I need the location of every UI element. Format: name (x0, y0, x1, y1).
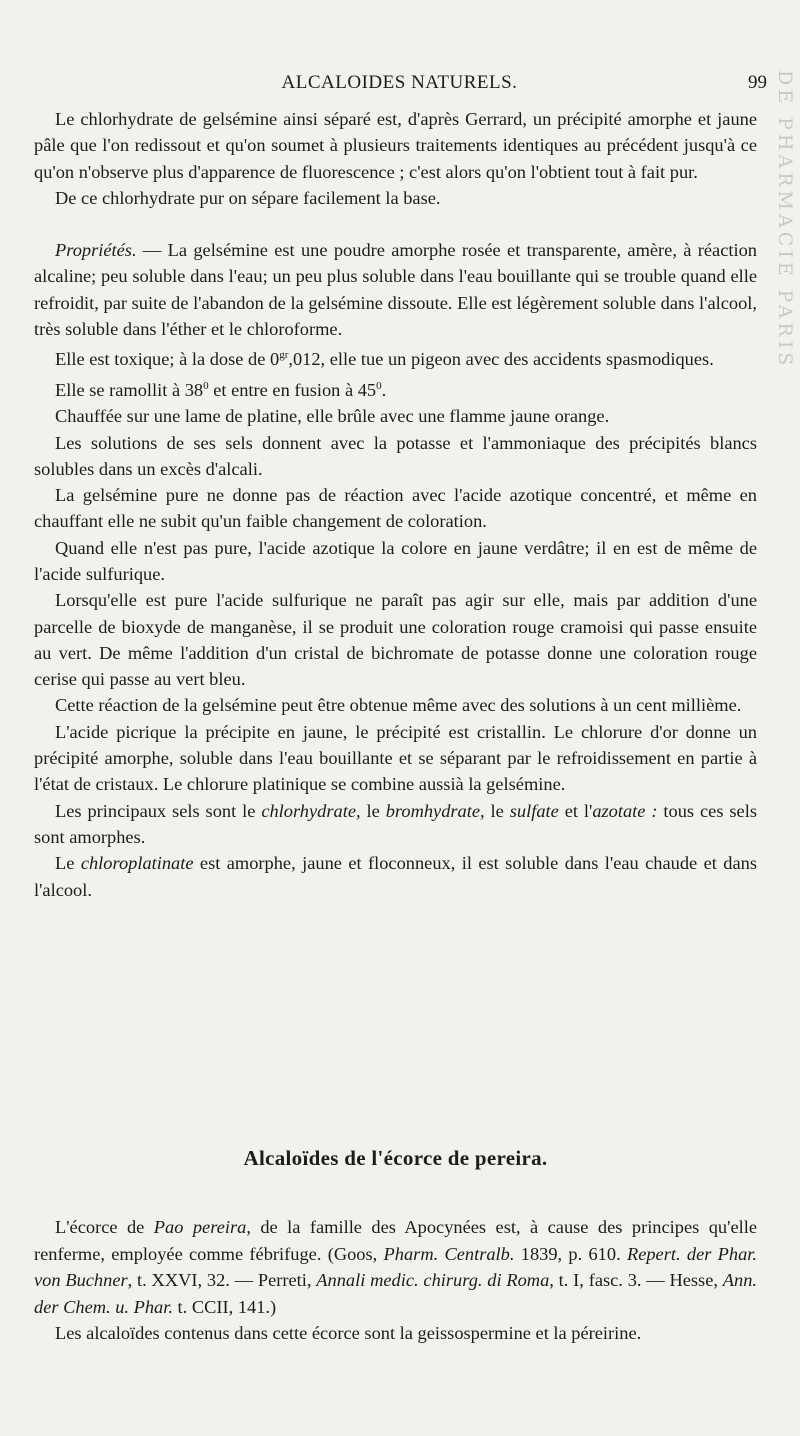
paragraph-text: , de la famille des Apocynées est, à cause des principes qu'elle renferme, employée comme fébrifuge. (Goos, (34, 1217, 757, 1264)
page-header (32, 70, 767, 100)
citation-title: Pharm. Centralb. (383, 1243, 515, 1264)
page-number: 99 (748, 72, 767, 93)
paragraph: Les solutions de ses sels donnent avec la potasse et l'ammoniaque des précipités blancs solubles dans un excès d'alcali. (34, 432, 757, 479)
running-head: ALCALOIDES NATURELS. (281, 72, 518, 93)
paragraph: Les alcaloïdes contenus dans cette écorce sont la geissospermine et la péreirine. (55, 1323, 642, 1344)
paragraph (34, 798, 757, 851)
paragraph (34, 373, 757, 403)
paragraph-text: tous ces sels sont amorphes. (34, 800, 757, 847)
citation-title: Repert. der Phar. von Buchner (34, 1243, 758, 1291)
plant-name: Pao pereira (153, 1217, 247, 1237)
paragraph-text: L'écorce de (55, 1217, 154, 1237)
salt-name: bromhydrate (385, 800, 481, 821)
salt-name: azotate : (592, 800, 658, 821)
paragraph-text: , le (355, 800, 386, 821)
paragraph-text: 1839, p. 610. (514, 1243, 627, 1264)
paragraph-text: ,012, elle tue un pigeon avec des accidents spasmodiques. (288, 349, 714, 370)
paragraph: Chauffée sur une lame de platine, elle brûle avec une flamme jaune orange. (55, 406, 610, 427)
main-text (34, 106, 757, 903)
salt-name: chloroplatinate (80, 853, 194, 874)
citation-title: Annali medic. chirurg. di Roma (316, 1270, 550, 1291)
paragraph (34, 1214, 757, 1320)
paragraph-text: , t. I, fasc. 3. — Hesse, (549, 1270, 723, 1291)
salt-name: chlorhydrate (261, 800, 356, 821)
degree-superscript: 0 (203, 379, 209, 392)
paragraph: Lorsqu'elle est pure l'acide sulfurique ne paraît pas agir sur elle, mais par addition d'une parcelle de bioxyde de manganèse, il se produit une coloration rouge cramoisi qui passe ensuite au vert. De même l'addition d'un cristal de bichromate de potasse donne une coloration rouge cerise qui passe au vert bleu. (34, 590, 757, 690)
paragraph: L'acide picrique la précipite en jaune, le précipité est cristallin. Le chlorure d'or donne un précipité amorphe, soluble dans l'eau bouillante et se séparant par le refroidissement en partie à l'état de cristaux. Le chlorure platinique se combine aussià la gelsémine. (34, 721, 757, 795)
paragraph: La gelsémine pure ne donne pas de réaction avec l'acide azotique concentré, et même en chauffant elle ne subit qu'un faible changement de coloration. (34, 485, 757, 532)
paragraph-text: Les principaux sels sont le (55, 800, 256, 821)
paragraph-text: Le (55, 853, 75, 874)
run-in-heading: Propriétés. (55, 240, 137, 261)
unit-superscript: gr (279, 349, 289, 362)
paragraph-text: . (381, 379, 387, 400)
paragraph-text: , t. XXVI, 32. — Perreti, (127, 1270, 317, 1291)
paragraph (34, 850, 757, 903)
paragraph-gap (34, 211, 757, 237)
library-stamp: DE PHARMACIE PARIS (774, 70, 796, 370)
citation-title: Ann. der Chem. u. Phar. (34, 1270, 757, 1317)
paragraph-text: — La gelsémine est une poudre amorphe rosée et transparente, amère, à réaction alcaline; peu soluble dans l'eau; un peu plus soluble dans l'eau bouillante qui se trouble quand elle refroidit, par suite de l'abandon de la gelsémine dissoute. Elle est légèrement soluble dans l'alcool, très soluble dans l'éther et le chloroforme. (34, 240, 757, 340)
paragraph (34, 342, 757, 372)
salt-name: sulfate (509, 800, 559, 821)
paragraph-text: et l' (558, 800, 593, 821)
paragraph: De ce chlorhydrate pur on sépare facilement la base. (55, 187, 441, 208)
paragraph-text: Elle est toxique; à la dose de 0 (55, 349, 280, 370)
section-heading: Alcaloïdes de l'écorce de pereira. (243, 1146, 548, 1170)
paragraph-text: est amorphe, jaune et floconneux, il est soluble dans l'eau chaude et dans l'alcool. (34, 853, 757, 900)
paragraph: Le chlorhydrate de gelsémine ainsi séparé est, d'après Gerrard, un précipité amorphe et jaune pâle que l'on redissout et qu'on soumet à plusieurs traitements identiques au précédent jusqu'à ce qu'on n'observe plus d'apparence de fluorescence ; c'est alors qu'on l'obtient tout à fait pur. (34, 109, 757, 182)
paragraph-text: Elle se ramollit à 38 (55, 379, 204, 400)
paragraph-text: et entre en fusion à 45 (208, 379, 377, 400)
paragraph: Quand elle n'est pas pure, l'acide azotique la colore en jaune verdâtre; il en est de même de l'acide sulfurique. (34, 537, 757, 584)
paragraph-text: t. CCII, 141.) (172, 1296, 277, 1317)
paragraph (34, 237, 757, 342)
paragraph-text: , le (480, 800, 510, 821)
degree-superscript: 0 (376, 379, 382, 392)
paragraph: Cette réaction de la gelsémine peut être obtenue même avec des solutions à un cent millième. (55, 695, 742, 716)
section-text (34, 1214, 757, 1347)
